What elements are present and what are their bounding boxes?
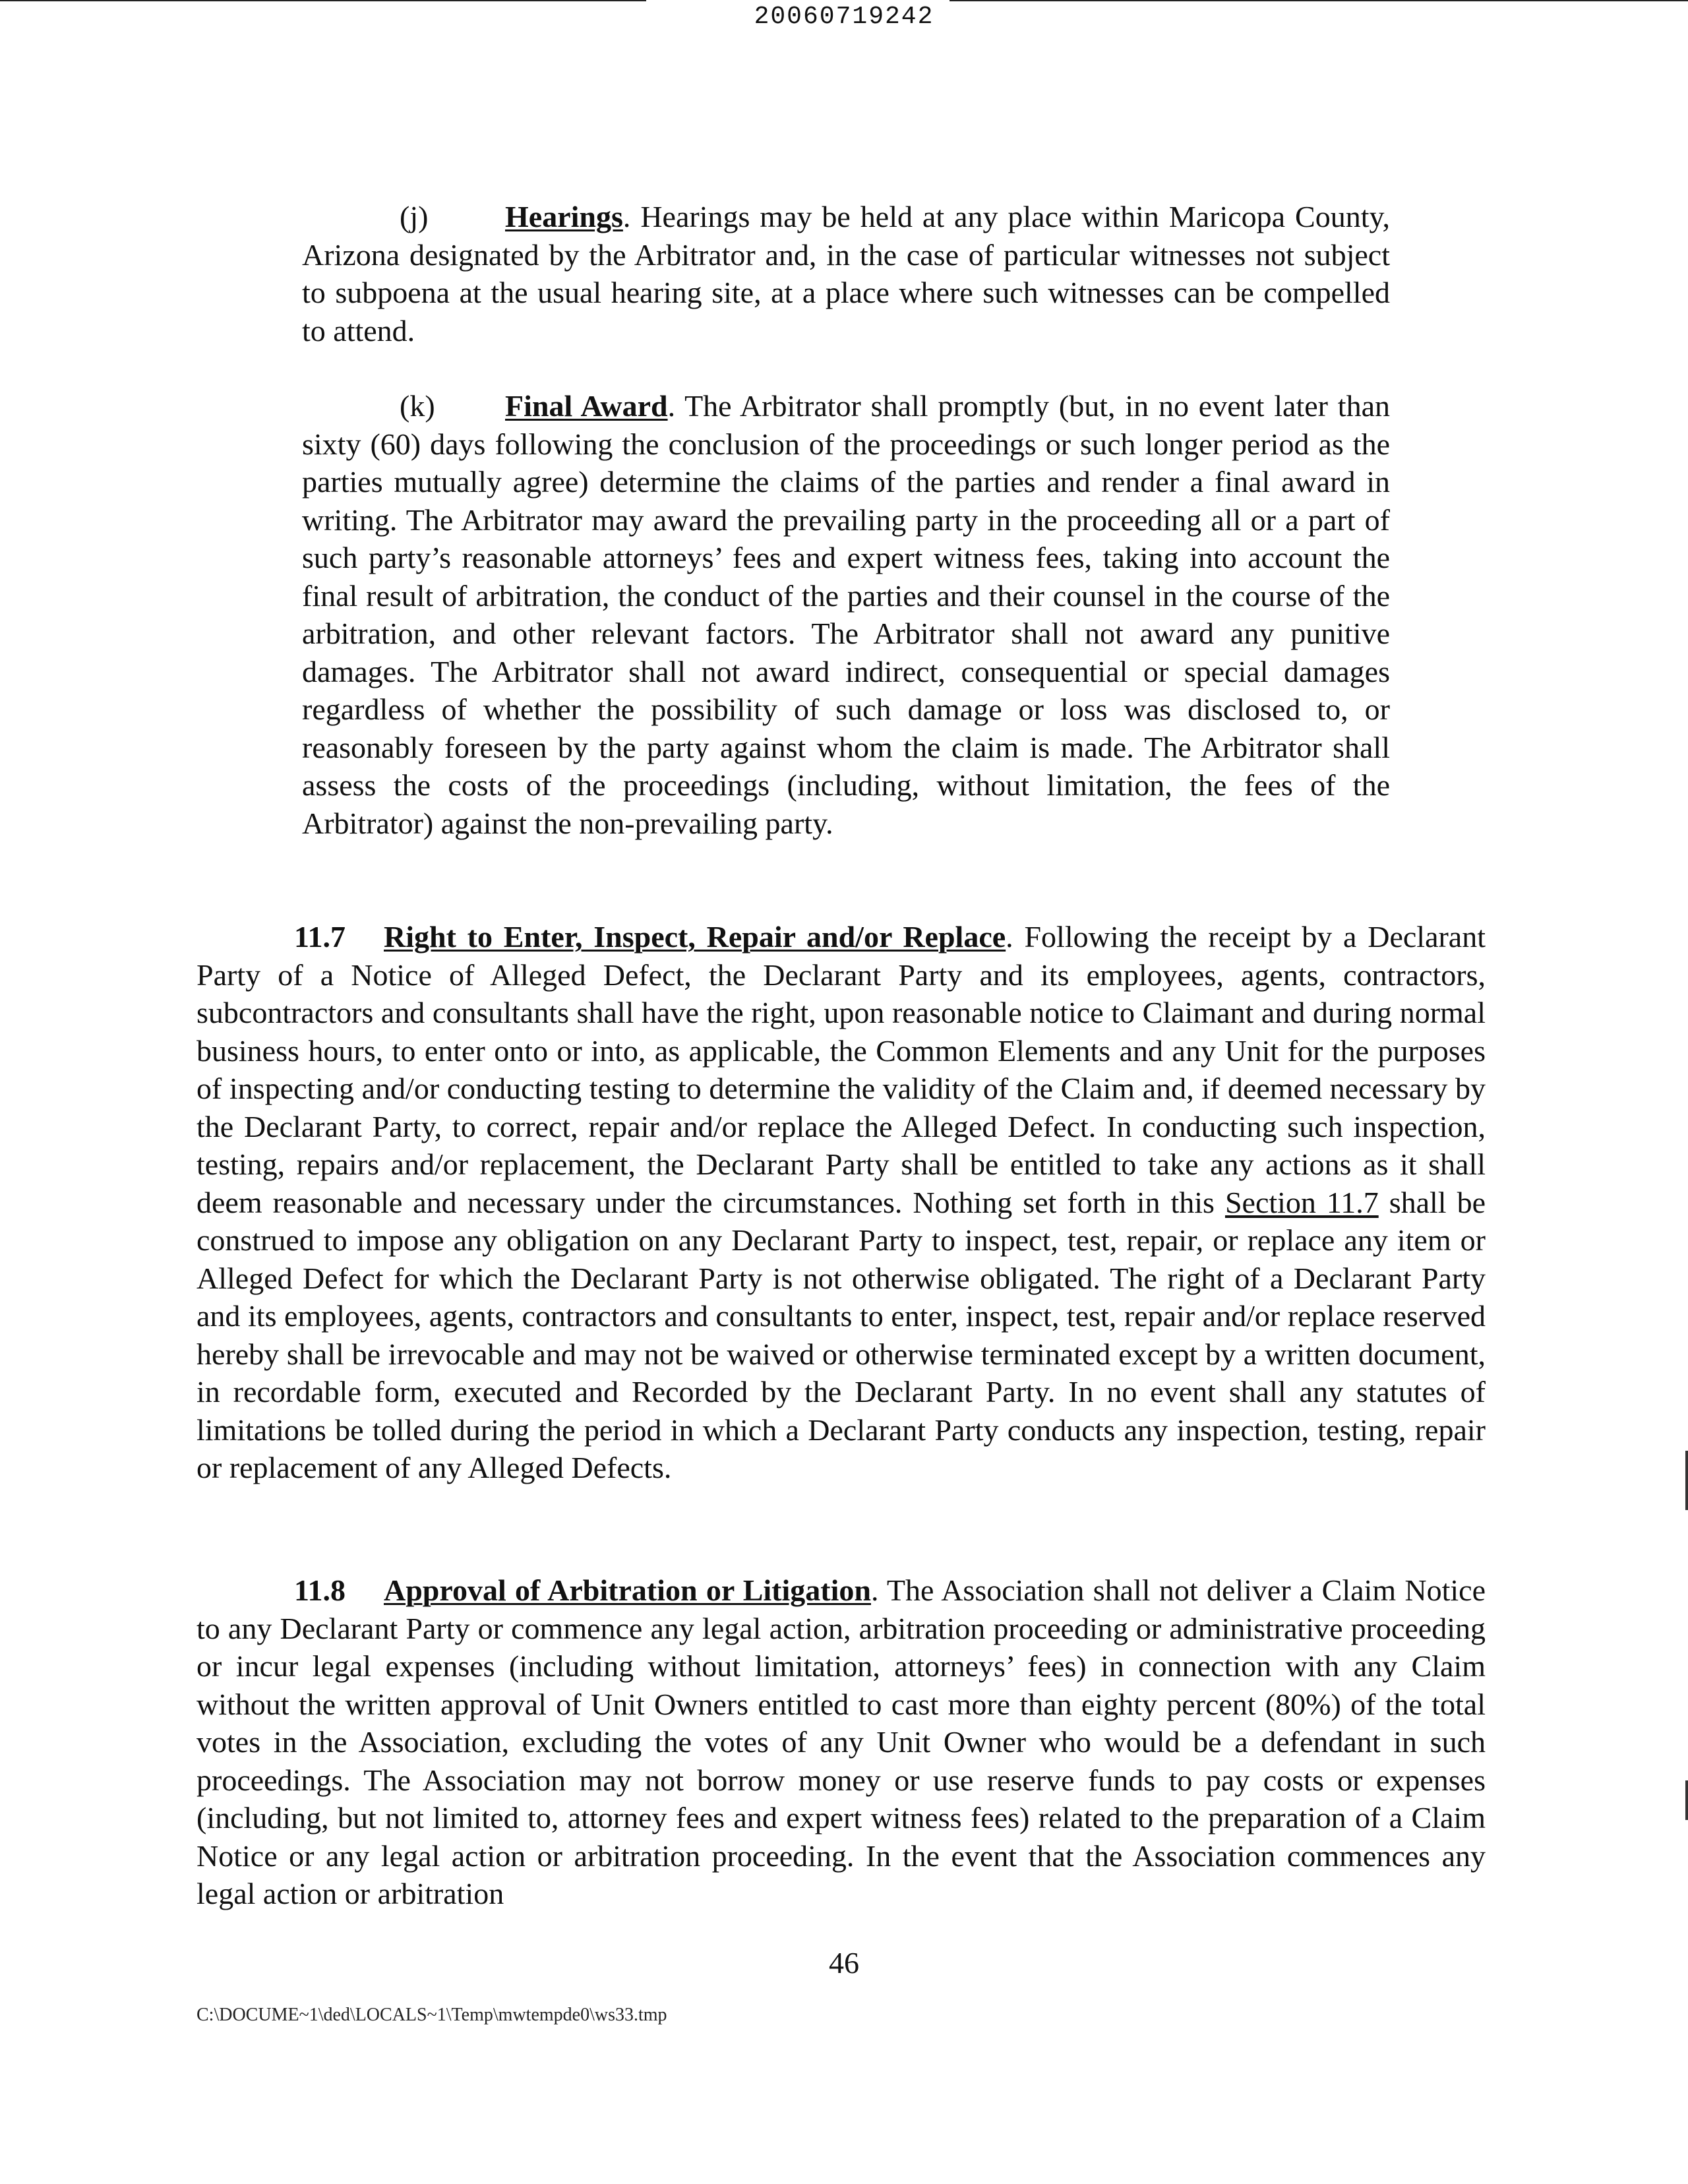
paragraph-k-label: (k) xyxy=(400,389,435,423)
section-11-7-body-part2: shall be construed to impose any obligation on any Declarant Party to inspect, test, repair, or replace any item or Alleged Defect for which the Declarant Party is not otherwise obligated. The right of a Declarant Party and its employees, agents, contractors and consultants to enter, inspect, test, repair and/or replace reserved hereby shall be irrevocable and may not be waived or otherwise terminated except by a written document, in recordable form, executed and Recorded by the Declarant Party. In no event shall any statutes of limitations be tolled during the period in which a Declarant Party conducts any inspection, testing, repair or replacement of any Alleged Defects. xyxy=(196,1185,1486,1484)
section-11-8-number: 11.8 xyxy=(294,1573,346,1607)
file-path: C:\DOCUME~1\ded\LOCALS~1\Temp\mwtempde0\ws33.tmp xyxy=(196,2005,667,2025)
scan-edge-mark xyxy=(1685,1780,1688,1820)
scan-edge-mark xyxy=(1685,1451,1688,1510)
document-number: 20060719242 xyxy=(754,3,934,31)
paragraph-j xyxy=(302,198,1390,349)
paragraph-k-body: . The Arbitrator shall promptly (but, in no event later than sixty (60) days following the conclusion of the proceedings or such longer period as the parties mutually agree) determine the claims of the parties and render a final award in writing. The Arbitrator may award the prevailing party in the proceeding all or a part of such party’s reasonable attorneys’ fees and expert witness fees, taking into account the final result of arbitration, the conduct of the parties and their counsel in the course of the arbitration, and other relevant factors. The Arbitrator shall not award any punitive damages. The Arbitrator shall not award indirect, consequential or special damages regardless of whether the possibility of such damage or loss was disclosed to, or reasonably foreseen by the party against whom the claim is made. The Arbitrator shall assess the costs of the proceedings (including, without limitation, the fees of the Arbitrator) against the non-prevailing party. xyxy=(302,389,1390,840)
paragraph-k-heading: Final Award xyxy=(505,389,668,423)
paragraph-j-label: (j) xyxy=(400,200,429,233)
section-11-7-body-part1: . Following the receipt by a Declarant Party of a Notice of Alleged Defect, the Declarant Party and its employees, agents, contractors, subcontractors and consultants shall have the right, upon reasonable notice to Claimant and during normal business hours, to enter onto or into, as applicable, the Common Elements and any Unit for the purposes of inspecting and/or conducting testing to determine the validity of the Claim and, if deemed necessary by the Declarant Party, to correct, repair and/or replace the Alleged Defect. In conducting such inspection, testing, repairs and/or replacement, the Declarant Party shall be entitled to take any actions as it shall deem reasonable and necessary under the circumstances. Nothing set forth in this xyxy=(196,920,1486,1219)
section-11-8-heading: Approval of Arbitration or Litigation xyxy=(384,1573,871,1607)
section-11-7 xyxy=(196,918,1486,1487)
top-border-right xyxy=(950,0,1688,1)
section-11-7-number: 11.7 xyxy=(294,920,346,954)
page-number: 46 xyxy=(829,1946,859,1980)
paragraph-j-heading: Hearings xyxy=(505,200,623,233)
section-11-7-heading: Right to Enter, Inspect, Repair and/or Replace xyxy=(384,920,1006,954)
top-border-left xyxy=(0,0,646,1)
paragraph-k xyxy=(302,387,1390,842)
section-11-7-cross-reference: Section 11.7 xyxy=(1224,1185,1379,1219)
section-11-8-body: . The Association shall not deliver a Claim Notice to any Declarant Party or commence any legal action, arbitration proceeding or administrative proceeding or incur legal expenses (including without limitation, attorneys’ fees) in connection with any Claim without the written approval of Unit Owners entitled to cast more than eighty percent (80%) of the total votes in the Association, excluding the votes of any Unit Owner who would be a defendant in such proceedings. The Association may not borrow money or use reserve funds to pay costs or expenses (including, but not limited to, attorney fees and expert witness fees) related to the preparation of a Claim Notice or any legal action or arbitration proceeding. In the event that the Association commences any legal action or arbitration xyxy=(196,1573,1486,1910)
section-11-8 xyxy=(196,1571,1486,1913)
paragraph-j-body: . Hearings may be held at any place within Maricopa County, Arizona designated by the Arbitrator and, in the case of particular witnesses not subject to subpoena at the usual hearing site, at a place where such witnesses can be compelled to attend. xyxy=(302,200,1390,348)
